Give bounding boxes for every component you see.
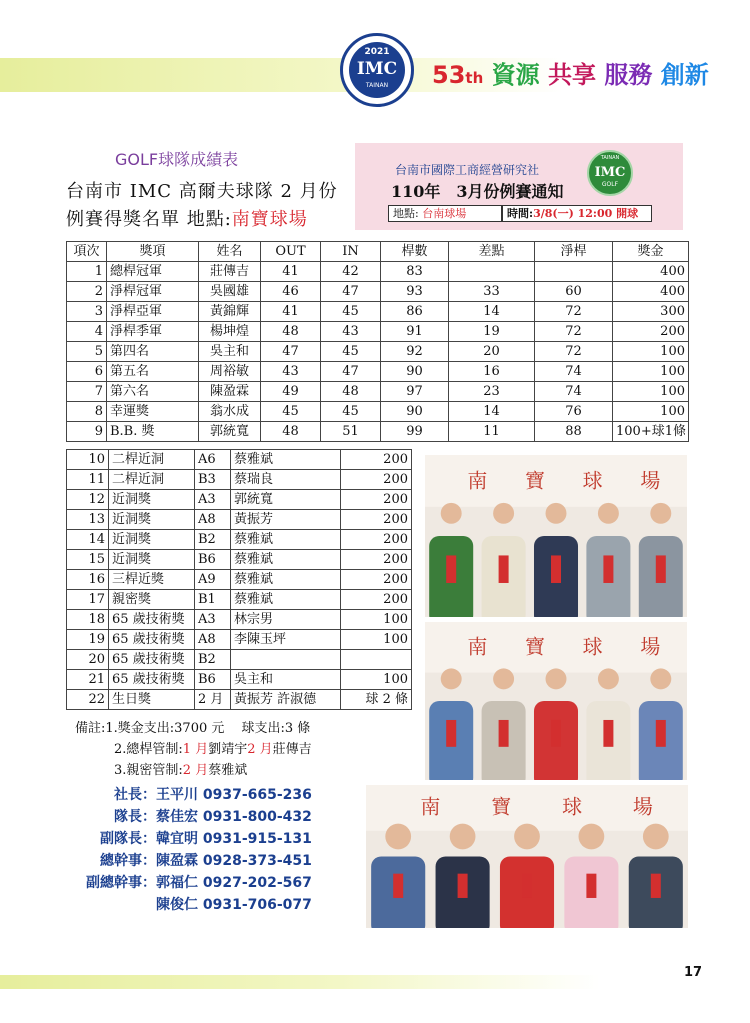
award-photo-2 (425, 622, 687, 780)
table-cell: 二桿近洞 (109, 450, 195, 470)
table-cell: 200 (341, 590, 412, 610)
banner-char: 球 (582, 634, 603, 659)
table-cell: 100 (341, 670, 412, 690)
photo-scene (425, 455, 687, 617)
table-cell: 翁水成 (199, 402, 261, 422)
table-cell: 45 (321, 302, 381, 322)
table-cell: 83 (381, 262, 449, 282)
imc-logo (340, 33, 414, 107)
table-cell: 7 (67, 382, 107, 402)
table-cell: 20 (449, 342, 535, 362)
contact-info: 陳俊仁 0931-706-077 (156, 897, 312, 913)
table-cell: 3 (67, 302, 107, 322)
table-cell: 總桿冠軍 (107, 262, 199, 282)
table-cell (231, 650, 341, 670)
notice-title: 110年 3月份例賽通知 (391, 182, 564, 201)
banner-char: 球 (582, 468, 603, 493)
table-cell: A8 (195, 630, 231, 650)
table-cell: 蔡雅斌 (231, 550, 341, 570)
table-row (67, 282, 689, 302)
golf-logo-name: IMC (594, 165, 626, 180)
banner-char: 場 (640, 634, 661, 659)
contact-role: 副隊長： (100, 831, 156, 847)
table-cell: 100 (613, 402, 689, 422)
table-row (67, 450, 412, 470)
remark-label: 3.親密管制: (114, 763, 183, 778)
table-cell: 蔡雅斌 (231, 530, 341, 550)
contact-row (80, 806, 312, 828)
table-cell: 48 (261, 322, 321, 342)
table-cell: B6 (195, 670, 231, 690)
table-cell: 200 (341, 530, 412, 550)
table-cell: 90 (381, 362, 449, 382)
table-cell: 60 (535, 282, 613, 302)
column-header: 差點 (449, 242, 535, 262)
remark-name: 蔡雅斌 (208, 763, 248, 778)
table-cell: 91 (381, 322, 449, 342)
results-table (66, 241, 689, 442)
banner-char: 球 (562, 794, 583, 819)
person-head (441, 503, 462, 524)
column-header: 姓名 (199, 242, 261, 262)
notice-place (388, 205, 502, 222)
contact-role: 隊長： (114, 809, 156, 825)
logo-city: TAINAN (365, 82, 389, 89)
logo-year: 2021 (364, 47, 390, 57)
person-head (579, 824, 605, 850)
slogan-suffix: th (465, 69, 484, 87)
table-cell (535, 262, 613, 282)
table-row (67, 422, 689, 442)
person-head (450, 824, 476, 850)
place-value: 台南球場 (422, 207, 467, 220)
person-head (546, 503, 567, 524)
table-cell: 19 (449, 322, 535, 342)
column-header: 淨桿 (535, 242, 613, 262)
table-cell: 黃錦輝 (199, 302, 261, 322)
award-photo-3 (366, 785, 688, 928)
golf-logo-top: TAINAN (600, 155, 620, 161)
table-cell: 200 (341, 490, 412, 510)
table-cell: 近洞獎 (109, 530, 195, 550)
red-envelope (393, 874, 403, 898)
contact-role: 總幹事： (100, 853, 156, 869)
table-row (67, 570, 412, 590)
slogan-word: 服務 (604, 61, 653, 89)
table-cell: 8 (67, 402, 107, 422)
photo-scene (366, 785, 688, 928)
table-cell: 5 (67, 342, 107, 362)
person-head (493, 668, 514, 689)
table-cell: 45 (321, 342, 381, 362)
remark-line (75, 760, 312, 781)
red-envelope (522, 874, 532, 898)
table-cell: 吳國雄 (199, 282, 261, 302)
table-cell: 65 歲技術獎 (109, 630, 195, 650)
red-envelope (551, 555, 561, 583)
contact-row (80, 828, 312, 850)
table-row (67, 530, 412, 550)
table-cell: 100+球1條 (613, 422, 689, 442)
column-header: 獎金 (613, 242, 689, 262)
table-cell: 郭統寬 (231, 490, 341, 510)
remark-line (75, 739, 312, 760)
table-cell: 球 2 條 (341, 690, 412, 710)
contact-role (80, 894, 156, 916)
table-cell: 黃振芳 (231, 510, 341, 530)
table-cell: A6 (195, 450, 231, 470)
table-cell: 楊坤煌 (199, 322, 261, 342)
column-header: 獎項 (107, 242, 199, 262)
table-cell: 淨桿冠軍 (107, 282, 199, 302)
contact-row (80, 872, 312, 894)
time-value: 3/8(一) 12:00 開球 (533, 207, 639, 220)
table-cell (341, 650, 412, 670)
table-cell: 72 (535, 322, 613, 342)
table-cell: 近洞獎 (109, 510, 195, 530)
table-cell: A3 (195, 610, 231, 630)
banner-char: 場 (632, 794, 653, 819)
table-row (67, 510, 412, 530)
table-cell: 86 (381, 302, 449, 322)
person-head (598, 668, 619, 689)
person-head (598, 503, 619, 524)
table-cell: 10 (67, 450, 109, 470)
person-head (493, 503, 514, 524)
person-head (643, 824, 669, 850)
table-row (67, 262, 689, 282)
banner-char: 場 (640, 468, 661, 493)
person-head (514, 824, 540, 850)
slogan (432, 55, 709, 90)
golf-logo-bottom: GOLF (601, 181, 619, 188)
red-envelope (499, 555, 509, 583)
table-cell: 100 (341, 630, 412, 650)
contact-row (80, 850, 312, 872)
table-cell: 2 (67, 282, 107, 302)
table-cell: 200 (341, 510, 412, 530)
person-head (385, 824, 411, 850)
table-cell: 93 (381, 282, 449, 302)
table-cell: 100 (341, 610, 412, 630)
table-row (67, 470, 412, 490)
table-cell: 45 (321, 402, 381, 422)
remark-line: 備註:1.獎金支出:3700 元 球支出:3 條 (75, 721, 311, 736)
table-cell: 100 (613, 342, 689, 362)
table-cell: 99 (381, 422, 449, 442)
table-cell: 43 (261, 362, 321, 382)
table-row (67, 490, 412, 510)
table-row (67, 550, 412, 570)
table-cell: 33 (449, 282, 535, 302)
table-cell: 19 (67, 630, 109, 650)
table-row (67, 402, 689, 422)
table-cell: 48 (321, 382, 381, 402)
table-row (67, 670, 412, 690)
table-cell: 20 (67, 650, 109, 670)
contact-info: 韓宜明 0931-915-131 (156, 831, 312, 847)
table-cell: 65 歲技術獎 (109, 610, 195, 630)
table-cell: 第四名 (107, 342, 199, 362)
contact-row (80, 894, 312, 916)
table-cell: 74 (535, 362, 613, 382)
remark-label: 2.總桿管制: (114, 742, 183, 757)
contact-info: 王平川 0937-665-236 (156, 787, 312, 803)
table-cell: 200 (341, 550, 412, 570)
table-cell: 生日獎 (109, 690, 195, 710)
red-envelope (446, 555, 456, 583)
table-row (67, 342, 689, 362)
table-cell: 12 (67, 490, 109, 510)
table-row (67, 610, 412, 630)
column-header: 桿數 (381, 242, 449, 262)
table-cell: 41 (261, 262, 321, 282)
table-cell: A9 (195, 570, 231, 590)
table-cell: 97 (381, 382, 449, 402)
table-cell: 14 (67, 530, 109, 550)
table-cell (449, 262, 535, 282)
awards-table (66, 449, 412, 710)
notice-time (502, 205, 652, 222)
table-cell: 三桿近獎 (109, 570, 195, 590)
table-cell: B2 (195, 650, 231, 670)
table-cell: 蔡雅斌 (231, 590, 341, 610)
table-cell: 蔡雅斌 (231, 450, 341, 470)
footer-band (0, 975, 750, 989)
table-cell: B2 (195, 530, 231, 550)
page-number: 17 (684, 965, 703, 980)
table-cell: 幸運獎 (107, 402, 199, 422)
column-header: IN (321, 242, 381, 262)
table-cell: B1 (195, 590, 231, 610)
table-cell: 11 (67, 470, 109, 490)
red-envelope (458, 874, 468, 898)
table-cell: 第五名 (107, 362, 199, 382)
banner-char: 南 (467, 468, 488, 493)
golf-logo (587, 150, 633, 196)
table-cell: 100 (613, 362, 689, 382)
red-envelope (603, 555, 613, 583)
award-photo-1 (425, 455, 687, 617)
column-header: OUT (261, 242, 321, 262)
place-label: 地點: (393, 207, 419, 220)
banner-char: 南 (420, 794, 441, 819)
table-cell: 15 (67, 550, 109, 570)
remark-month: 2 月 (182, 763, 209, 778)
person-head (441, 668, 462, 689)
table-cell: 4 (67, 322, 107, 342)
table-cell: 72 (535, 302, 613, 322)
banner-char: 寶 (525, 634, 546, 659)
table-cell: A8 (195, 510, 231, 530)
contact-info: 陳盈霖 0928-373-451 (156, 853, 312, 869)
remark-name: 劉靖宇 (208, 742, 248, 757)
table-cell: 72 (535, 342, 613, 362)
table-cell: 近洞獎 (109, 550, 195, 570)
table-cell: 9 (67, 422, 107, 442)
table-row (67, 690, 412, 710)
table-row (67, 322, 689, 342)
slogan-word: 資源 (491, 61, 540, 89)
table-cell: 43 (321, 322, 381, 342)
table-cell: 65 歲技術獎 (109, 650, 195, 670)
subtitle-prefix: 例賽得獎名單 地點: (66, 209, 232, 230)
contact-role: 副總幹事： (86, 875, 156, 891)
page-subtitle (66, 205, 308, 231)
table-row (67, 590, 412, 610)
contact-role: 社長： (114, 787, 156, 803)
table-cell: 周裕敏 (199, 362, 261, 382)
table-cell: 23 (449, 382, 535, 402)
venue-name: 南寶球場 (231, 209, 308, 230)
photo-scene (425, 622, 687, 780)
red-envelope (651, 874, 661, 898)
table-cell: 吳主和 (231, 670, 341, 690)
table-cell: 47 (321, 362, 381, 382)
contact-row (80, 784, 312, 806)
person-head (546, 668, 567, 689)
table-cell: 吳主和 (199, 342, 261, 362)
table-cell: 49 (261, 382, 321, 402)
table-cell: 11 (449, 422, 535, 442)
slogan-word: 共享 (547, 61, 596, 89)
table-row (67, 362, 689, 382)
red-envelope (656, 555, 666, 583)
table-cell: 莊傳吉 (199, 262, 261, 282)
table-cell: 蔡瑞良 (231, 470, 341, 490)
table-cell: 47 (261, 342, 321, 362)
table-cell: 200 (613, 322, 689, 342)
next-event-notice (355, 143, 683, 230)
table-cell: 22 (67, 690, 109, 710)
page-title: 台南市 IMC 高爾夫球隊 2 月份 (66, 181, 338, 202)
table-cell: 淨桿亞軍 (107, 302, 199, 322)
table-header-row (67, 242, 689, 262)
table-cell: 45 (261, 402, 321, 422)
slogan-number: 53 (432, 61, 466, 89)
table-cell: 陳盈霖 (199, 382, 261, 402)
awards-body (67, 450, 412, 710)
contact-list (80, 784, 312, 916)
table-cell: 6 (67, 362, 107, 382)
table-cell: 48 (261, 422, 321, 442)
table-cell: A3 (195, 490, 231, 510)
table-cell: 21 (67, 670, 109, 690)
table-cell: 1 (67, 262, 107, 282)
table-row (67, 630, 412, 650)
notice-org: 台南市國際工商經營研究社 (395, 163, 540, 177)
table-cell: 黃振芳 許淑德 (231, 690, 341, 710)
golf-title: GOLF球隊成績表 (115, 150, 239, 169)
slogan-word: 創新 (660, 61, 709, 89)
banner-char: 南 (467, 634, 488, 659)
remark-name: 莊傳吉 (272, 742, 312, 757)
table-cell: 92 (381, 342, 449, 362)
table-cell: 淨桿季軍 (107, 322, 199, 342)
table-cell: 41 (261, 302, 321, 322)
table-cell: 300 (613, 302, 689, 322)
table-cell: 100 (613, 382, 689, 402)
contact-info: 蔡佳宏 0931-800-432 (156, 809, 312, 825)
table-cell: 16 (67, 570, 109, 590)
red-envelope (551, 720, 561, 747)
table-cell: 14 (449, 302, 535, 322)
table-cell: 18 (67, 610, 109, 630)
red-envelope (656, 720, 666, 747)
table-cell: 近洞獎 (109, 490, 195, 510)
table-cell: 65 歲技術獎 (109, 670, 195, 690)
person-head (650, 503, 671, 524)
table-cell: 林宗男 (231, 610, 341, 630)
contact-info: 郭福仁 0927-202-567 (156, 875, 312, 891)
table-cell: 46 (261, 282, 321, 302)
remark-month: 2 月 (247, 742, 273, 757)
table-cell: B6 (195, 550, 231, 570)
table-cell: 李陳玉坪 (231, 630, 341, 650)
table-cell: 200 (341, 570, 412, 590)
table-cell: 16 (449, 362, 535, 382)
table-cell: 400 (613, 262, 689, 282)
table-cell: 74 (535, 382, 613, 402)
table-cell: B.B. 獎 (107, 422, 199, 442)
table-cell: 第六名 (107, 382, 199, 402)
logo-name: IMC (356, 59, 398, 79)
red-envelope (603, 720, 613, 747)
table-cell: 郭統寬 (199, 422, 261, 442)
table-cell: 400 (613, 282, 689, 302)
table-cell: 14 (449, 402, 535, 422)
red-envelope (586, 874, 596, 898)
table-cell: 47 (321, 282, 381, 302)
column-header: 項次 (67, 242, 107, 262)
table-cell: 90 (381, 402, 449, 422)
table-cell: B3 (195, 470, 231, 490)
table-cell: 親密獎 (109, 590, 195, 610)
table-cell: 2 月 (195, 690, 231, 710)
table-cell: 二桿近洞 (109, 470, 195, 490)
results-body (67, 262, 689, 442)
table-row (67, 302, 689, 322)
time-label: 時間: (507, 207, 534, 220)
table-cell: 42 (321, 262, 381, 282)
table-row (67, 650, 412, 670)
table-cell: 13 (67, 510, 109, 530)
table-cell: 17 (67, 590, 109, 610)
person-head (650, 668, 671, 689)
banner-char: 寶 (491, 794, 512, 819)
remarks (75, 718, 312, 781)
table-cell: 蔡雅斌 (231, 570, 341, 590)
table-cell: 200 (341, 450, 412, 470)
table-cell: 200 (341, 470, 412, 490)
banner-char: 寶 (525, 468, 546, 493)
table-cell: 76 (535, 402, 613, 422)
remark-month: 1 月 (182, 742, 209, 757)
red-envelope (499, 720, 509, 747)
table-cell: 51 (321, 422, 381, 442)
red-envelope (446, 720, 456, 747)
table-row (67, 382, 689, 402)
table-cell: 88 (535, 422, 613, 442)
